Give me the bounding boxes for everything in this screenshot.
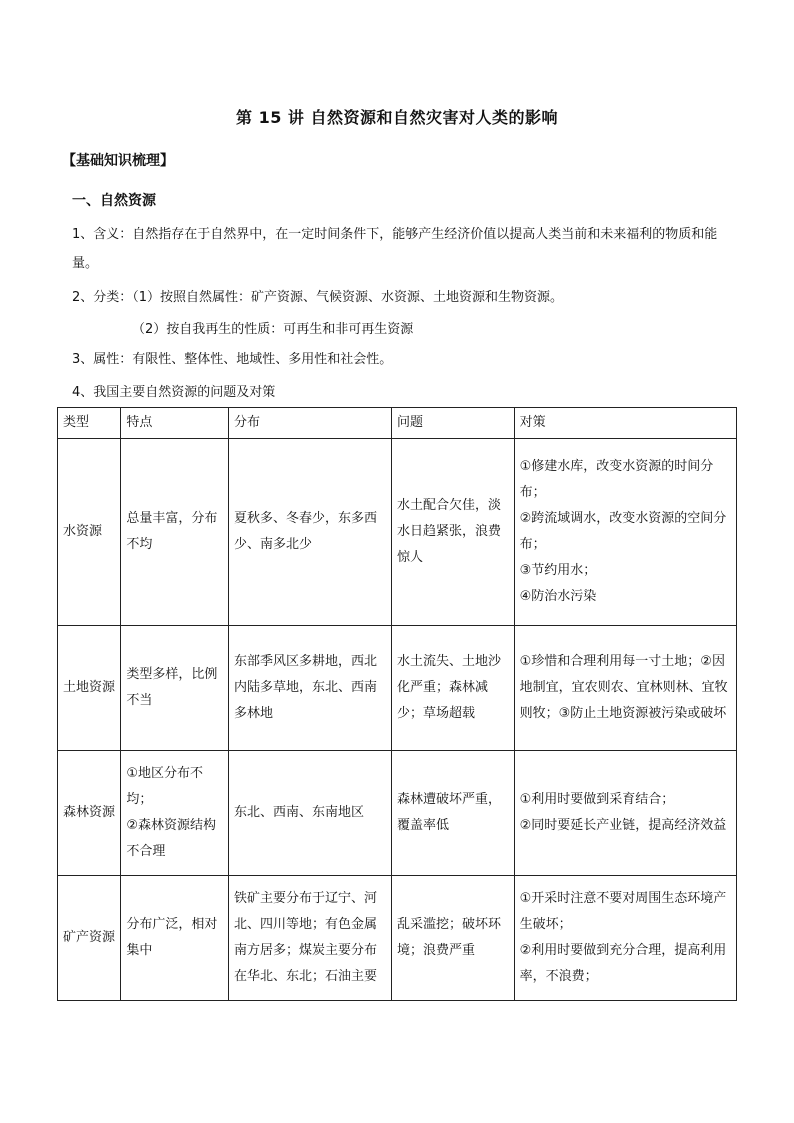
cell-measures: [514, 439, 736, 626]
cell-measures: [514, 626, 736, 751]
header-distribution: 分布: [228, 408, 391, 439]
cell-distribution: 东北、西南、东南地区: [228, 751, 391, 876]
section-label: 【基础知识梳理】: [62, 153, 174, 169]
table-row: [58, 876, 737, 1001]
cell-problem: 水土配合欠佳，淡水日趋紧张，浪费惊人: [391, 439, 514, 626]
table-row: [58, 626, 737, 751]
paragraph-classification-2: （2）按自我再生的性质：可再生和非可再生资源: [132, 322, 414, 337]
measure-item: ①开采时注意不要对周围生态环境产生破坏；: [519, 891, 727, 932]
cell-distribution: 夏秋多、冬春少，东多西少、南多北少: [228, 439, 391, 626]
measure-item: ③节约用水；: [519, 563, 597, 578]
table-row: [58, 439, 737, 626]
cell-problem: 乱采滥挖；破坏环境；浪费严重: [391, 876, 514, 1001]
cell-feature: 总量丰富，分布不均: [121, 439, 229, 626]
measure-item: ②利用时要做到充分合理，提高利用率，不浪费；: [519, 943, 727, 984]
header-feature: 特点: [121, 408, 229, 439]
cell-measures: [514, 876, 736, 1001]
measure-item: ①利用时要做到采育结合；: [519, 792, 675, 807]
measure-item: ②同时要延长产业链，提高经济效益: [519, 818, 727, 833]
measure-item: ①珍惜和合理利用每一寸土地；②因地制宜，宜农则农、宜林则林、宜牧则牧；③防止土地资源被污染或破坏: [519, 654, 728, 721]
page-title: 第 15 讲 自然资源和自然灾害对人类的影响: [236, 108, 558, 127]
header-type: 类型: [58, 408, 121, 439]
cell-type: 矿产资源: [58, 876, 121, 1001]
paragraph-definition: 1、含义：自然指存在于自然界中，在一定时间条件下，能够产生经济价值以提高人类当前和未来福利的物质和能量。: [72, 227, 718, 271]
cell-feature: 类型多样，比例不当: [121, 626, 229, 751]
header-problem: 问题: [391, 408, 514, 439]
cell-type: 水资源: [58, 439, 121, 626]
resources-table: [57, 407, 737, 1001]
cell-feature: 分布广泛，相对集中: [121, 876, 229, 1001]
paragraph-classification: 2、分类：（1）按照自然属性：矿产资源、气候资源、水资源、土地资源和生物资源。: [72, 290, 564, 305]
paragraph-table-caption: 4、我国主要自然资源的问题及对策: [72, 385, 276, 400]
cell-problem: 水土流失、土地沙化严重；森林减少；草场超载: [391, 626, 514, 751]
section-heading: 一、自然资源: [72, 193, 156, 209]
cell-type: 土地资源: [58, 626, 121, 751]
cell-feature: [121, 751, 229, 876]
cell-measures: [514, 751, 736, 876]
feature-item: ②森林资源结构不合理: [126, 818, 217, 859]
table-header-row: [58, 408, 737, 439]
feature-item: ①地区分布不均；: [126, 766, 204, 807]
measure-item: ④防治水污染: [519, 589, 597, 604]
measure-item: ②跨流域调水，改变水资源的空间分布；: [519, 511, 727, 552]
cell-distribution: 东部季风区多耕地，西北内陆多草地，东北、西南多林地: [228, 626, 391, 751]
header-measures: 对策: [514, 408, 736, 439]
table-row: [58, 751, 737, 876]
cell-distribution: 铁矿主要分布于辽宁、河北、四川等地；有色金属南方居多；煤炭主要分布在华北、东北；石油主要: [228, 876, 391, 1001]
measure-item: ①修建水库，改变水资源的时间分布；: [519, 459, 714, 500]
cell-type: 森林资源: [58, 751, 121, 876]
paragraph-attributes: 3、属性：有限性、整体性、地域性、多用性和社会性。: [72, 352, 393, 367]
cell-problem: 森林遭破坏严重，覆盖率低: [391, 751, 514, 876]
